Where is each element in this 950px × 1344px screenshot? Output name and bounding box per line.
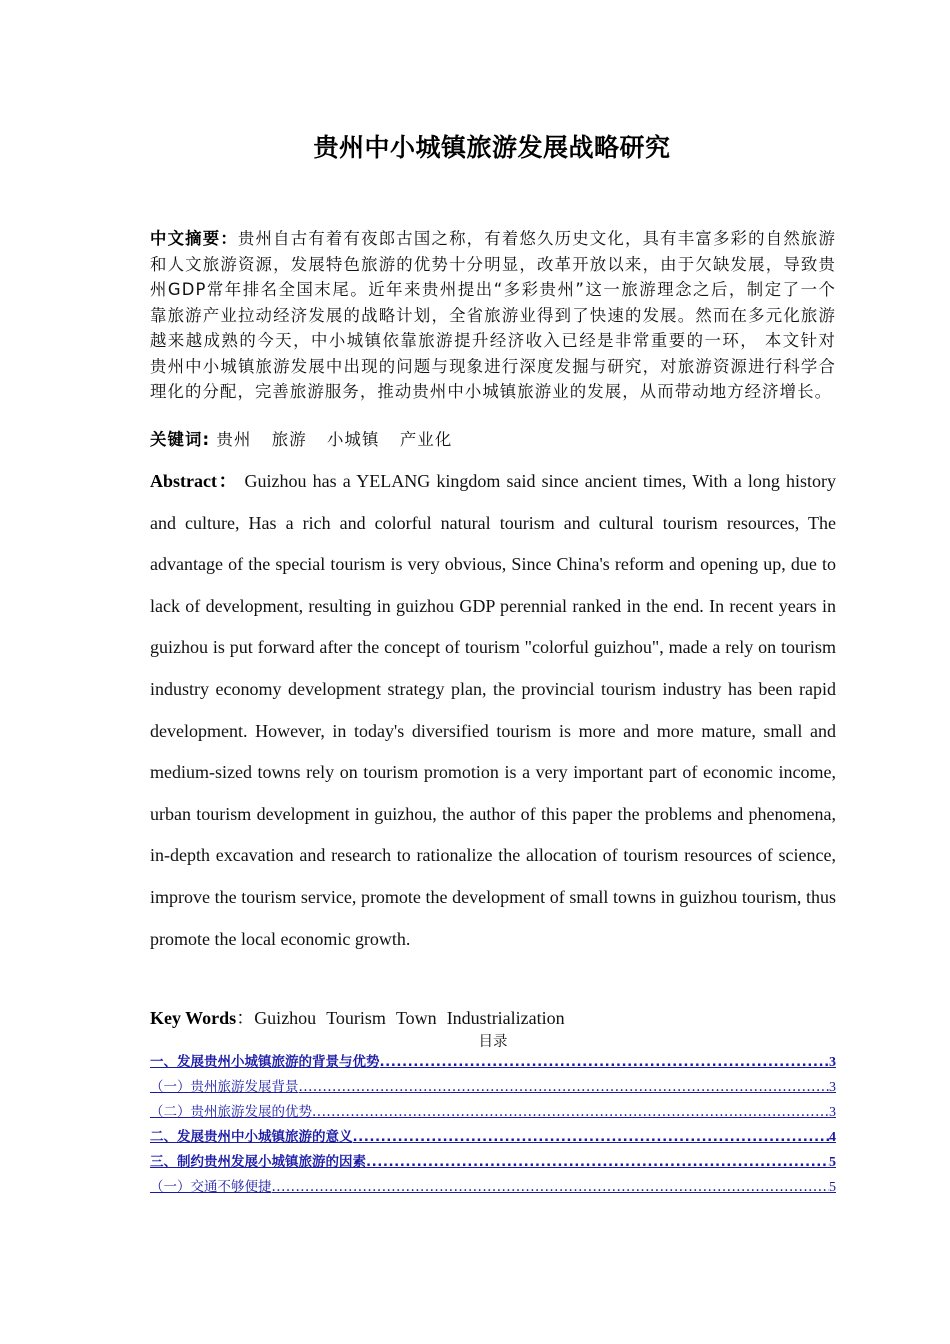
table-of-contents [150, 1050, 836, 1200]
toc-entry[interactable] [150, 1100, 836, 1125]
toc-leader-dots [353, 1129, 830, 1145]
english-keyword: Tourism [326, 1008, 386, 1028]
chinese-abstract [150, 226, 836, 405]
toc-entry-text: （一）交通不够便捷 [150, 1179, 272, 1195]
document-title: 贵州中小城镇旅游发展战略研究 [313, 133, 671, 162]
toc-entry-text: 二、发展贵州中小城镇旅游的意义 [150, 1129, 353, 1145]
toc-entry-page: 3 [829, 1055, 836, 1070]
toc-leader-dots [272, 1179, 830, 1195]
toc-title: 目录 [478, 1034, 508, 1050]
toc-entry[interactable] [150, 1075, 836, 1100]
toc-leader-dots [366, 1154, 829, 1170]
toc-entry[interactable] [150, 1150, 836, 1175]
chinese-keyword: 旅游 [271, 430, 307, 449]
toc-entry-text: 三、制约贵州发展小城镇旅游的因素 [150, 1154, 366, 1170]
chinese-keywords [150, 426, 836, 450]
toc-entry-page: 3 [829, 1080, 836, 1095]
english-keyword: Industrialization [446, 1008, 565, 1028]
chinese-abstract-label: 中文摘要： [150, 229, 238, 248]
english-keyword: Town [395, 1008, 437, 1028]
toc-entry-page: 4 [829, 1130, 836, 1145]
toc-entry[interactable] [150, 1050, 836, 1075]
chinese-keyword: 贵州 [216, 430, 252, 449]
chinese-keyword: 小城镇 [327, 430, 380, 449]
chinese-keywords-label: 关键词: [150, 430, 211, 449]
toc-entry[interactable] [150, 1175, 836, 1200]
toc-entry-text: （二）贵州旅游发展的优势 [150, 1104, 312, 1120]
toc-entry-page: 5 [829, 1155, 836, 1170]
toc-entry-page: 3 [829, 1105, 836, 1120]
english-keyword: Guizhou [254, 1008, 317, 1028]
english-abstract-text: Guizhou has a YELANG kingdom said since ancient times, With a long history and culture, Has a rich and colorful natural tourism and cultural tourism resources, The advantage of the special tourism is very obvious, Since China's reform and opening up, due to lack of development, resulting in guizhou GDP perennial ranked in the end. In recent years in guizhou is put forward after the concept of tourism "colorful guizhou", made a rely on tourism industry economy development strategy plan, the provincial tourism industry has been rapid development. However, in today's diversified tourism is more and more mature, small and medium-sized towns rely on tourism promotion is a very important part of economic income, urban tourism development in guizhou, the author of this paper the problems and phenomena, in-depth excavation and research to rationalize the allocation of tourism resources of science, improve the tourism service, promote the development of small towns in guizhou tourism, thus promote the local economic growth. [150, 471, 836, 949]
toc-entry-text: 一、发展贵州小城镇旅游的背景与优势 [150, 1054, 380, 1070]
toc-leader-dots [312, 1104, 829, 1120]
english-abstract-label: Abstract： [150, 471, 239, 491]
english-keywords-label: Key Words [150, 1008, 237, 1028]
toc-entry[interactable] [150, 1125, 836, 1150]
toc-entry-page: 5 [829, 1180, 836, 1195]
toc-leader-dots [299, 1079, 830, 1095]
toc-entry-text: （一）贵州旅游发展背景 [150, 1079, 299, 1095]
chinese-abstract-text: 贵州自古有着有夜郎古国之称，有着悠久历史文化，具有丰富多彩的自然旅游和人文旅游资源，发展特色旅游的优势十分明显，改革开放以来，由于欠缺发展，导致贵州GDP常年排名全国末尾。近年来贵州提出“多彩贵州”这一旅游理念之后，制定了一个靠旅游产业拉动经济发展的战略计划，全省旅游业得到了快速的发展。然而在多元化旅游越来越成熟的今天，中小城镇依靠旅游提升经济收入已经是非常重要的一环， 本文针对贵州中小城镇旅游发展中出现的问题与现象进行深度发掘与研究，对旅游资源进行科学合理化的分配，完善旅游服务，推动贵州中小城镇旅游业的发展，从而带动地方经济增长。 [150, 229, 836, 401]
english-abstract [150, 461, 836, 960]
english-keywords-separator: ： [236, 1008, 255, 1028]
chinese-keyword: 产业化 [399, 430, 453, 449]
toc-leader-dots [380, 1054, 830, 1070]
english-keywords [150, 1004, 836, 1030]
